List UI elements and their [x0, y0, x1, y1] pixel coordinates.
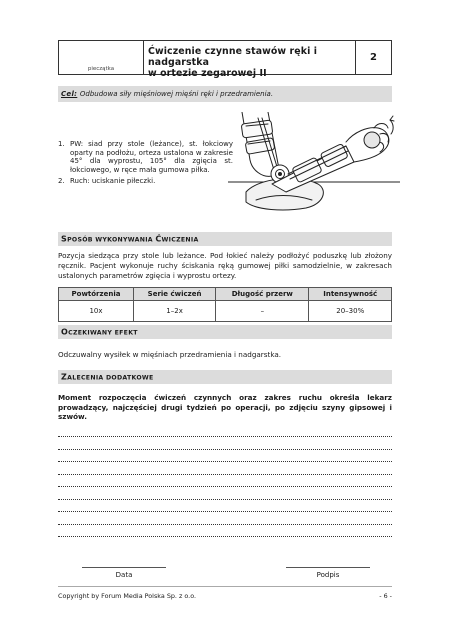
page-number: - 6 - — [379, 592, 392, 600]
method-heading: SPOSÓB WYKONYWANIA ĆWICZENIA — [61, 234, 199, 244]
goal-label: Cel: — [61, 90, 78, 98]
column-header: Intensywność — [309, 288, 392, 301]
exercise-title-line1: Ćwiczenie czynne stawów ręki i nadgarstka — [148, 46, 318, 68]
stamp-label: pieczątka — [87, 66, 115, 72]
recommendations-heading: ZALECENIA DODATKOWE — [61, 372, 154, 382]
note-line — [58, 461, 392, 462]
column-header: Powtórzenia — [59, 288, 134, 301]
table-cell: 1–2x — [133, 301, 215, 322]
note-line — [58, 499, 392, 500]
note-line — [58, 436, 392, 437]
goal-text: Odbudowa siły mięśniowej mięśni ręki i przedramienia. — [79, 90, 274, 98]
effect-heading: OCZEKIWANY EFEKT — [61, 327, 138, 337]
note-line — [58, 511, 392, 512]
list-item-number: 1. — [58, 140, 65, 148]
list-item-text: PW: siad przy stole (leżance), st. łokciowy oparty na podłożu, orteza ustalona w zakresie 45° dla wyprostu, 105° dla zgięcia st. łokciowego, w ręce mała gumowa piłka. — [70, 140, 233, 174]
list-item — [58, 177, 233, 186]
arm-brace-illustration — [228, 112, 400, 224]
column-header: Długość przerw — [216, 288, 309, 301]
list-item-number: 2. — [58, 177, 65, 186]
stamp-cell — [59, 41, 144, 74]
parameters-table — [58, 287, 392, 322]
effect-text: Odczuwalny wysiłek w mięśniach przedramienia i nadgarstka. — [58, 350, 282, 359]
date-label: Data — [115, 571, 133, 579]
note-line — [58, 486, 392, 487]
note-line — [58, 524, 392, 525]
method-heading-bar — [58, 232, 392, 246]
table-cell: 20–30% — [309, 301, 392, 322]
goal-bar — [58, 86, 392, 102]
title-cell — [144, 41, 356, 79]
signature-label: Podpis — [316, 571, 340, 579]
note-line — [58, 449, 392, 450]
method-text: Pozycja siedząca przy stole lub leżance. Pod łokieć należy podłożyć poduszkę lub złożony ręcznik. Pacjent wykonuje ruchy ściskania ręką gumowej piłki samodzielnie, w zakresach ustalonych parametrów zgięcia i wyprostu ortezy. — [58, 251, 392, 280]
column-header: Serie ćwiczeń — [133, 288, 215, 301]
exercise-number: 2 — [370, 52, 377, 63]
exercise-header — [58, 40, 392, 79]
table-row — [59, 301, 392, 322]
table-cell: – — [216, 301, 309, 322]
recommendations-heading-bar — [58, 370, 392, 384]
list-item-text: Ruch: uciskanie piłeczki. — [70, 177, 156, 186]
note-line — [58, 536, 392, 537]
footer-copyright: Copyright by Forum Media Polska Sp. z o.o. — [58, 592, 197, 600]
date-line — [82, 567, 166, 568]
footer-divider — [58, 586, 392, 587]
table-cell: 10x — [59, 301, 134, 322]
exercise-title-line2: w ortezie zegarowej II — [148, 68, 267, 79]
signature-line — [286, 567, 370, 568]
list-item — [58, 140, 233, 174]
instruction-list — [58, 140, 233, 189]
recommendations-text: Moment rozpoczęcia ćwiczeń czynnych oraz zakres ruchu określa lekarz prowadzący, najczęściej drugi tydzień po operacji, po zdjęciu szyny gipsowej i szwów. — [58, 393, 392, 422]
note-line — [58, 474, 392, 475]
effect-heading-bar — [58, 325, 392, 339]
table-header-row — [59, 288, 392, 301]
